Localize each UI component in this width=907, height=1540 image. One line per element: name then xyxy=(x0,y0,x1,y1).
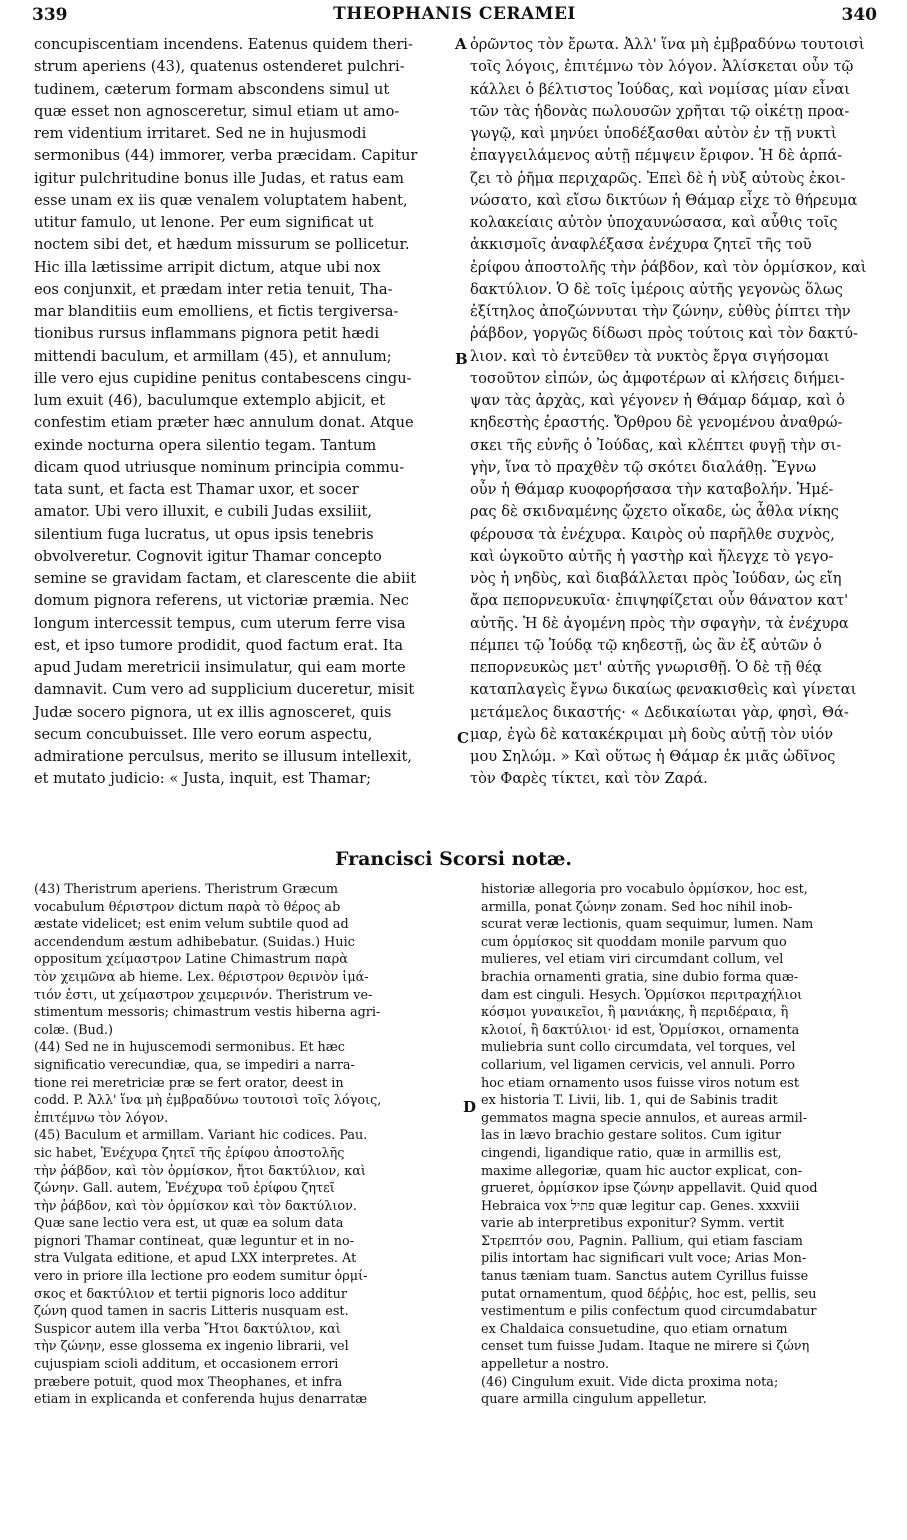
notes-right-column: historiæ allegoria pro vocabulo ὁρμίσκον, hoc est, armilla, ponat ζώνην zonam. Sed hoc nihil inob- scurat veræ lectionis, quam sequimur, lumen. Nam cum ὁρμίσκος sit quoddam monile parvum quo mulieres, vel etiam viri circumdant collum, vel brachia ornamenti gratia, sine dubio forma quæ- dam est cinguli. Hesych. Ὁρμίσκοι περιτραχήλιοι κόσμοι γυναικεῖοι, ἢ μανιάκης, ἢ περιδέραια, ἢ κλοιοί, ἢ δακτύλιοι· id est, Ὁρμίσκοι, ornamenta muliebria sunt collo circumdata, vel torques, vel collarium, vel ligamen cervicis, vel annuli. Porro hoc etiam ornamento usos fuisse viros notum est ex historia T. Livii, lib. 1, qui de Sabinis tradit gemmatos magna specie annulos, et aureas armil- las in lævo brachio gestare solitos. Cum igitur cingendi, ligandique ratio, quæ in armillis est, maxime allegoriæ, quam hic auctor explicat, con- grueret, ὁρμίσκον ipse ζώνην appellavit. Quid quod Hebraica vox פתיל quæ legitur cap. Genes. xxxviii varie ab interpretibus exponitur? Symm. vertit Στρεπτόν σου, Pagnin. Pallium, qui etiam fasciam pilis intortam hac significari vult voce; Arias Mon- tanus tæniam tuam. Sanctus autem Cyrillus fuisse putat ornamentum, quod δέῤῥις, hoc est, pellis, seu vestimentum e pilis confectum quod circumdabatur ex Chaldaica consuetudine, quo etiam ornatum censet tum fuisse Judam. Itaque ne mirere si ζώνη appelletur a nostro. (46) Cingulum exuit. Vide dicta proxima nota; quare armilla cingulum appelletur. xyxy=(481,882,818,1408)
margin-marker-b: B xyxy=(455,350,468,368)
greek-column: ὁρῶντος τὸν ἔρωτα. Ἀλλ' ἵνα μὴ ἐμβραδύνω τουτοισὶ τοῖς λόγοις, ἐπιτέμνω τὸν λόγον. Ἁλίσκεται οὖν τῷ κάλλει ὁ βέλτιστος Ἰούδας, καὶ νομίσας μίαν εἶναι τῶν τὰς ἡδονὰς πωλουσῶν χρῆται τῷ οἰκέτῃ προα- γωγῷ, καὶ μηνύει ὑποδέξασθαι αὐτὸν ἐν τῇ νυκτὶ ἐπαγγειλάμενος αὐτῇ πέμψειν ἔριφον. Ἡ δὲ ἁρπά- ζει τὸ ῥῆμα περιχαρῶς. Ἐπεὶ δὲ ἡ νὺξ αὐτοὺς ἐκοι- νώσατο, καὶ εἴσω δικτύων ἡ Θάμαρ εἶχε τὸ θήρευμα κολακείαις αὐτὸν ὑποχαυνώσασα, καὶ αὖθις τοῖς ἀκκισμοῖς ἀναφλέξασα ἐνέχυρα ζητεῖ τῆς τοῦ ἐρίφου ἀποστολῆς τὴν ῥάβδον, καὶ τὸν ὁρμίσκον, καὶ δακτύλιον. Ὁ δὲ τοῖς ἱμέροις αὐτῆς γεγονὼς ὅλως ἐξίτηλος ἀποζώννυται τὴν ζώνην, εὐθὺς ῥίπτει τὴν ῥάβδον, γοργῶς δίδωσι πρὸς τούτοις καὶ τὸν δακτύ- λιον. καὶ τὸ ἐντεῦθεν τὰ νυκτὸς ἔργα σιγήσομαι τοσοῦτον εἰπών, ὡς ἀμφοτέρων αἱ κλήσεις διήμει- ψαν τὰς ἀρχὰς, καὶ γέγονεν ἡ Θάμαρ δάμαρ, καὶ ὁ κηδεστὴς ἐραστής. Ὄρθρου δὲ γενομένου ἀναθρώ- σκει τῆς εὐνῆς ὁ Ἰούδας, καὶ κλέπτει φυγῇ τὴν σι- γὴν, ἵνα τὸ πραχθὲν τῷ σκότει διαλάθῃ. Ἔγνω οὖν ἡ Θάμαρ κυοφορήσασα τὴν καταβολήν. Ἡμέ- ρας δὲ σκιδναμένης ᾤχετο οἴκαδε, ὡς ἆθλα νίκης φέρουσα τὰ ἐνέχυρα. Καιρὸς οὐ παρῆλθε συχνὸς, καὶ ὠγκοῦτο αὐτῆς ἡ γαστὴρ καὶ ἤλεγχε τὸ γεγο- νὸς ἡ νηδὺς, καὶ διαβάλλεται πρὸς Ἰούδαν, ὡς εἴη ἄρα πεπορνευκυῖα· ἐπιψηφίζεται οὖν θάνατον κατ' αὐτῆς. Ἡ δὲ ἀγομένη πρὸς τὴν σφαγὴν, τὰ ἐνέχυρα πέμπει τῷ Ἰούδᾳ τῷ κηδεστῇ, ὡς ἂν ἐξ αὐτῶν ὁ πεπορνευκὼς μετ' αὐτῆς γνωρισθῇ. Ὁ δὲ τῇ θέᾳ καταπλαγεὶς ἔγνω δικαίως φενακισθεὶς καὶ γίνεται μετάμελος δικαστής· « Δεδικαίωται γὰρ, φησὶ, Θά- μαρ, ἐγὼ δὲ κατακέκριμαι μὴ δοὺς αὐτῇ τὸν υἱόν μου Σηλώμ. » Καὶ οὕτως ἡ Θάμαρ ἐκ μιᾶς ὠδῖνος τὸν Φαρὲς τίκτει, καὶ τὸν Ζαρά. xyxy=(470,36,867,788)
running-header xyxy=(32,3,877,29)
margin-marker-d: D xyxy=(463,1098,477,1116)
margin-marker-a: A xyxy=(455,35,467,53)
right-page-number: 340 xyxy=(841,5,877,25)
margin-marker-c: C xyxy=(457,729,469,747)
running-title: THEOPHANIS CERAMEI xyxy=(333,4,576,24)
notes-heading: Francisci Scorsi notæ. xyxy=(334,848,573,870)
latin-column: concupiscentiam incendens. Eatenus quidem theri- strum aperiens (43), quatenus ostenderet pulchri- tudinem, cæterum formam abscondens simul ut quæ esset non agnosceretur, simul etiam ut amo- rem videntium irritaret. Sed ne in hujusmodi sermonibus (44) immorer, verba præcidam. Capitur igitur pulchritudine bonus ille Judas, et ratus eam esse unam ex iis quæ venalem voluptatem habent, utitur famulo, ut lenone. Per eum significat ut noctem sibi det, et hædum missurum se pollicetur. Hic illa lætissime arripit dictum, atque ubi nox eos conjunxit, et prædam inter retia tenuit, Tha- mar blanditiis eum emolliens, et fictis tergiversa- tionibus rursus inflammans pignora petit hædi mittendi baculum, et armillam (45), et annulum; ille vero ejus cupidine penitus contabescens cingu- lum exuit (46), baculumque extemplo abjicit, et confestim etiam præter hæc annulum donat. Atque exinde nocturna opera silentio tegam. Tantum dicam quod utriusque nominum principia commu- tata sunt, et facta est Thamar uxor, et socer amator. Ubi vero illuxit, e cubili Judas exsiliit, silentium fuga lucratus, ut opus ipsis tenebris obvolveretur. Cognovit igitur Thamar concepto semine se gravidam factam, et clarescente die abiit domum pignora referens, ut victoriæ præmia. Nec longum intercessit tempus, cum uterum ferre visa est, et ipso tumore prodidit, quod factum erat. Ita apud Judam meretricii insimulatur, qui eam morte damnavit. Cum vero ad supplicium duceretur, misit Judæ socero pignora, ut ex illis agnosceret, quis secum concubuisset. Ille vero eorum aspectu, admiratione perculsus, merito se illusum intellexit, et mutato judicio: « Justa, inquit, est Thamar; xyxy=(34,36,418,788)
left-page-number: 339 xyxy=(32,5,68,25)
notes-left-column: (43) Theristrum aperiens. Theristrum Græcum vocabulum θέριστρον dictum παρὰ τὸ θέρος ab æstate videlicet; est enim velum subtile quod ad accendendum æstum adhibebatur. (Suidas.) Huic oppositum χείμαστρον Latine Chimastrum παρὰ τὸν χειμῶνα ab hieme. Lex. θέριστρον θερινὸν ἱμά- τιόν ἐστι, ut χείμαστρον χειμερινόν. Theristrum ve- stimentum messoris; chimastrum vestis hiberna agri- colæ. (Bud.) (44) Sed ne in hujuscemodi sermonibus. Et hæc significatio verecundiæ, qua, se impediri a narra- tione rei meretriciæ præ se fert orator, deest in codd. P. Ἀλλ' ἵνα μὴ ἐμβραδύνω τουτοισὶ τοῖς λόγοις, ἐπιτέμνω τὸν λόγον. (45) Baculum et armillam. Variant hic codices. Pau. sic habet, Ἐνέχυρα ζητεῖ τῆς ἐρίφου ἀποστολῆς τὴν ῥάβδον, καὶ τὸν ὁρμίσκον, ἤτοι δακτύλιον, καὶ ζώνην. Gall. autem, Ἐνέχυρα τοῦ ἐρίφου ζητεῖ τὴν ῥάβδον, καὶ τὸν ὁρμίσκον καὶ τὸν δακτύλιον. Quæ sane lectio vera est, ut quæ ea solum data pignori Thamar contineat, quæ leguntur et in no- stra Vulgata editione, et apud LXX interpretes. At vero in priore illa lectione pro eodem sumitur ὁρμί- σκος et δακτύλιον et tertii pignoris loco additur ζώνη quod tamen in sacris Litteris nusquam est. Suspicor autem illa verba Ἤτοι δακτύλιον, καὶ τὴν ζώνην, esse glossema ex ingenio librarii, vel cujuspiam scioli additum, et occasionem errori præbere potuit, quod mox Theophanes, et infra etiam in explicanda et conferenda hujus denarratæ xyxy=(34,882,382,1408)
